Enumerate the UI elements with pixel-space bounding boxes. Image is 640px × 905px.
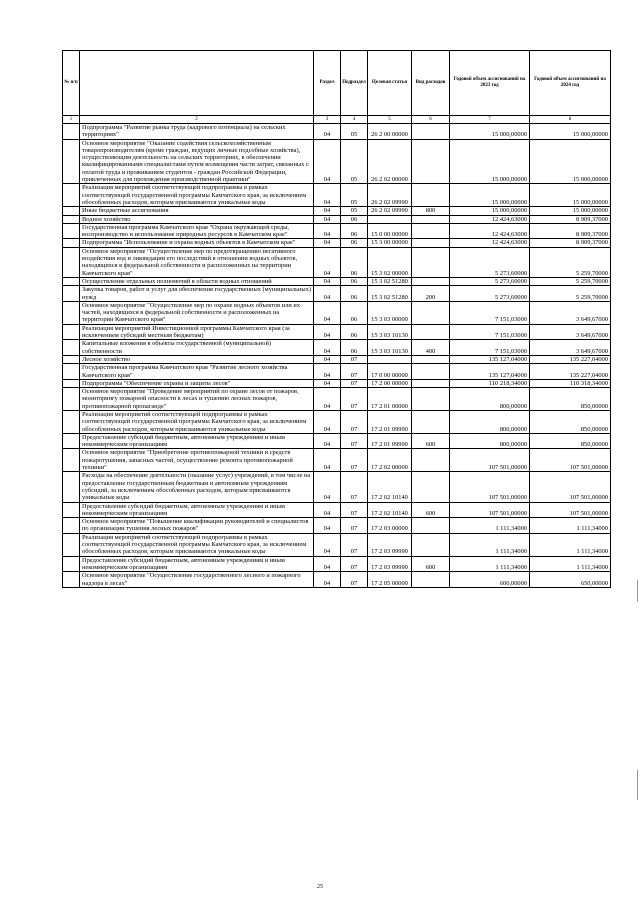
row-razdel-cell: 04 [314, 472, 341, 502]
row-2023-cell: 800,00000 [450, 433, 530, 449]
row-2023-cell: 110 218,34000 [450, 379, 530, 387]
row-2023-cell: 15 000,00000 [450, 207, 530, 215]
scan-edge-mark [637, 770, 638, 800]
table-row [63, 502, 611, 518]
row-celevaya-cell: 26 2 02 09990 [368, 184, 412, 207]
row-2024-cell: 5 259,70000 [530, 277, 611, 285]
row-celevaya-cell: 17 2 05 00000 [368, 572, 412, 588]
row-podrazdel-cell: 07 [341, 533, 368, 556]
row-podrazdel-cell: 06 [341, 223, 368, 239]
row-2023-cell: 12 424,63000 [450, 215, 530, 223]
row-vid-cell [412, 215, 450, 223]
row-name-cell: Закупка товаров, работ и услуг для обеспечения государственных (муниципальных) нужд [80, 286, 314, 302]
table-row [63, 556, 611, 572]
row-celevaya-cell [368, 215, 412, 223]
row-podrazdel-cell: 07 [341, 355, 368, 363]
header-2023: Годовой объем ассигнований на 2023 год [450, 51, 530, 116]
row-2024-cell: 15 000,00000 [530, 207, 611, 215]
row-2024-cell: 1 111,34000 [530, 518, 611, 534]
row-razdel-cell: 04 [314, 223, 341, 239]
row-razdel-cell: 04 [314, 502, 341, 518]
row-celevaya-cell: 17 2 01 09990 [368, 433, 412, 449]
row-name-cell: Предоставление субсидий бюджетным, автономным учреждениям и иным некоммерческим организациям [80, 433, 314, 449]
row-celevaya-cell: 15 0 00 00000 [368, 223, 412, 239]
row-num-cell [63, 533, 80, 556]
row-razdel-cell: 04 [314, 518, 341, 534]
row-celevaya-cell: 17 2 03 00000 [368, 518, 412, 534]
row-vid-cell [412, 223, 450, 239]
row-celevaya-cell: 15 3 02 51280 [368, 286, 412, 302]
row-podrazdel-cell: 07 [341, 572, 368, 588]
row-2023-cell: 7 151,03000 [450, 324, 530, 340]
table-row [63, 239, 611, 247]
row-2024-cell: 8 909,37000 [530, 223, 611, 239]
row-vid-cell [412, 239, 450, 247]
row-podrazdel-cell: 07 [341, 449, 368, 472]
column-index-cell: 8 [530, 116, 611, 124]
row-podrazdel-cell: 05 [341, 139, 368, 184]
row-celevaya-cell: 17 0 00 00000 [368, 364, 412, 380]
row-podrazdel-cell: 07 [341, 502, 368, 518]
header-vid: Вид расходов [412, 51, 450, 116]
row-razdel-cell: 04 [314, 139, 341, 184]
row-razdel-cell: 04 [314, 379, 341, 387]
row-vid-cell [412, 355, 450, 363]
row-2023-cell: 800,00000 [450, 410, 530, 433]
row-2024-cell: 107 501,00000 [530, 472, 611, 502]
row-num-cell [63, 139, 80, 184]
table-row [63, 223, 611, 239]
row-vid-cell [412, 364, 450, 380]
row-2023-cell: 5 273,60000 [450, 247, 530, 277]
row-vid-cell [412, 449, 450, 472]
table-row [63, 433, 611, 449]
row-num-cell [63, 277, 80, 285]
row-podrazdel-cell: 06 [341, 286, 368, 302]
row-2024-cell: 110 318,34000 [530, 379, 611, 387]
row-name-cell: Основное мероприятие "Оказание содействия сельскохозяйственным товаропроизводителям (кроме граждан, ведущих личные подсобные хозяйства), осуществляющим деятельность на сельских территориях, в обеспечении квалифицированными специалистами путем возмещения части затрат, связанных с оплатой труда и проживанием студентов - граждан Российской Федерации, привлеченных для прохождения производственной практики" [80, 139, 314, 184]
row-razdel-cell: 04 [314, 410, 341, 433]
row-podrazdel-cell: 06 [341, 215, 368, 223]
row-num-cell [63, 433, 80, 449]
row-name-cell: Государственная программа Камчатского края "Развитие лесного хозяйства Камчатского края" [80, 364, 314, 380]
row-razdel-cell: 04 [314, 215, 341, 223]
row-num-cell [63, 388, 80, 411]
table-row [63, 277, 611, 285]
row-2024-cell: 1 111,34000 [530, 556, 611, 572]
row-celevaya-cell: 15 3 02 51280 [368, 277, 412, 285]
table-row [63, 572, 611, 588]
row-2023-cell: 7 151,03000 [450, 340, 530, 356]
row-name-cell: Основное мероприятие "Проведение мероприятий по охране лесов от пожаров, мониторингу пожарной опасности в лесах и тушению лесных пожаров, противопожарной пропаганде" [80, 388, 314, 411]
row-podrazdel-cell: 07 [341, 472, 368, 502]
row-vid-cell [412, 184, 450, 207]
row-2023-cell: 1 111,34000 [450, 533, 530, 556]
row-2024-cell: 107 501,00000 [530, 449, 611, 472]
row-2023-cell: 7 151,03000 [450, 301, 530, 324]
scan-edge-mark [637, 580, 638, 602]
table-row [63, 324, 611, 340]
row-razdel-cell: 04 [314, 388, 341, 411]
row-num-cell [63, 286, 80, 302]
row-celevaya-cell: 26 2 00 00000 [368, 124, 412, 140]
row-celevaya-cell: 15 3 03 10130 [368, 340, 412, 356]
row-razdel-cell: 04 [314, 364, 341, 380]
page-number: 25 [317, 884, 323, 890]
column-index-cell: 5 [368, 116, 412, 124]
row-celevaya-cell: 17 2 01 09990 [368, 410, 412, 433]
table-row [63, 379, 611, 387]
row-celevaya-cell: 17 2 01 00000 [368, 388, 412, 411]
row-vid-cell [412, 379, 450, 387]
column-index-cell: 2 [80, 116, 314, 124]
row-2023-cell: 107 501,00000 [450, 449, 530, 472]
header-row [63, 51, 611, 116]
row-vid-cell [412, 277, 450, 285]
budget-table [62, 50, 611, 588]
row-2024-cell: 3 649,67000 [530, 324, 611, 340]
row-podrazdel-cell: 05 [341, 184, 368, 207]
row-vid-cell: 800 [412, 207, 450, 215]
row-2024-cell: 5 259,70000 [530, 286, 611, 302]
row-2024-cell: 5 259,70000 [530, 247, 611, 277]
table-row [63, 355, 611, 363]
row-num-cell [63, 223, 80, 239]
row-num-cell [63, 410, 80, 433]
row-podrazdel-cell: 07 [341, 364, 368, 380]
row-razdel-cell: 04 [314, 239, 341, 247]
row-name-cell: Подпрограмма "Обеспечение охраны и защиты лесов" [80, 379, 314, 387]
row-razdel-cell: 04 [314, 355, 341, 363]
row-vid-cell [412, 301, 450, 324]
row-2024-cell: 107 501,00000 [530, 502, 611, 518]
row-num-cell [63, 518, 80, 534]
row-podrazdel-cell: 07 [341, 379, 368, 387]
row-2024-cell: 850,00000 [530, 410, 611, 433]
row-num-cell [63, 247, 80, 277]
row-razdel-cell: 04 [314, 277, 341, 285]
row-vid-cell: 600 [412, 433, 450, 449]
row-2023-cell: 15 000,00000 [450, 124, 530, 140]
row-name-cell: Водное хозяйство [80, 215, 314, 223]
table-row [63, 301, 611, 324]
row-celevaya-cell [368, 355, 412, 363]
table-row [63, 472, 611, 502]
row-celevaya-cell: 17 2 02 10140 [368, 472, 412, 502]
row-num-cell [63, 379, 80, 387]
row-num-cell [63, 355, 80, 363]
row-podrazdel-cell: 06 [341, 324, 368, 340]
row-2024-cell: 3 649,67000 [530, 301, 611, 324]
row-name-cell: Капитальные вложения в объекты государственной (муниципальной) собственности [80, 340, 314, 356]
row-num-cell [63, 364, 80, 380]
row-celevaya-cell: 17 2 03 09990 [368, 533, 412, 556]
table-row [63, 184, 611, 207]
row-2023-cell: 1 111,34000 [450, 518, 530, 534]
row-num-cell [63, 340, 80, 356]
row-razdel-cell: 04 [314, 449, 341, 472]
row-name-cell: Подпрограмма "Развитие рынка труда (кадрового потенциала) на сельских территориях" [80, 124, 314, 140]
row-vid-cell [412, 533, 450, 556]
row-razdel-cell: 04 [314, 572, 341, 588]
row-celevaya-cell: 15 3 00 00000 [368, 239, 412, 247]
row-razdel-cell: 04 [314, 124, 341, 140]
row-name-cell: Реализация мероприятий соответствующей подпрограммы в рамках соответствующей государственной программы Камчатского края, за исключением обособленных расходов, которым присваиваются уникальные коды [80, 184, 314, 207]
row-name-cell: Основное мероприятие "Приобретение противопожарной техники и средств пожаротушения, запасных частей, осуществление ремонта противопожарной техники" [80, 449, 314, 472]
table-row [63, 518, 611, 534]
header-celevaya: Целевая статья [368, 51, 412, 116]
row-num-cell [63, 215, 80, 223]
table-row [63, 533, 611, 556]
table-row [63, 215, 611, 223]
row-razdel-cell: 04 [314, 247, 341, 277]
row-razdel-cell: 04 [314, 556, 341, 572]
column-index-row [63, 116, 611, 124]
table-row [63, 139, 611, 184]
row-razdel-cell: 04 [314, 340, 341, 356]
row-celevaya-cell: 17 2 03 09990 [368, 556, 412, 572]
budget-table-sheet [62, 50, 610, 588]
row-razdel-cell: 04 [314, 207, 341, 215]
row-2023-cell: 1 111,34000 [450, 556, 530, 572]
row-name-cell: Предоставление субсидий бюджетным, автономным учреждениям и иным некоммерческим организациям [80, 502, 314, 518]
row-name-cell: Подпрограмма "Использование и охрана водных объектов в Камчатском крае" [80, 239, 314, 247]
row-name-cell: Реализация мероприятий Инвестиционной программы Камчатского края (за исключением субсидий местным бюджетам) [80, 324, 314, 340]
row-celevaya-cell: 17 2 00 00000 [368, 379, 412, 387]
row-razdel-cell: 04 [314, 286, 341, 302]
row-podrazdel-cell: 07 [341, 433, 368, 449]
row-2023-cell: 107 501,00000 [450, 472, 530, 502]
row-num-cell [63, 556, 80, 572]
row-vid-cell: 600 [412, 556, 450, 572]
row-2023-cell: 107 501,00000 [450, 502, 530, 518]
row-2024-cell: 3 649,67000 [530, 340, 611, 356]
row-2024-cell: 1 111,34000 [530, 533, 611, 556]
table-row [63, 286, 611, 302]
row-razdel-cell: 04 [314, 301, 341, 324]
row-2023-cell: 15 000,00000 [450, 184, 530, 207]
row-2023-cell: 135 127,04000 [450, 364, 530, 380]
row-num-cell [63, 324, 80, 340]
column-index-cell: 3 [314, 116, 341, 124]
row-podrazdel-cell: 06 [341, 301, 368, 324]
row-name-cell: Осуществление отдельных полномочий в области водных отношений [80, 277, 314, 285]
row-vid-cell: 600 [412, 502, 450, 518]
row-num-cell [63, 301, 80, 324]
row-vid-cell [412, 518, 450, 534]
row-2024-cell: 8 909,37000 [530, 239, 611, 247]
row-name-cell: Реализация мероприятий соответствующей подпрограммы в рамках соответствующей государственной программы Камчатского края, за исключением обособленных расходов, которым присваиваются уникальные коды [80, 410, 314, 433]
row-razdel-cell: 04 [314, 324, 341, 340]
row-podrazdel-cell: 07 [341, 518, 368, 534]
row-num-cell [63, 472, 80, 502]
row-2024-cell: 8 909,37000 [530, 215, 611, 223]
table-row [63, 124, 611, 140]
row-num-cell [63, 572, 80, 588]
row-2024-cell: 15 000,00000 [530, 184, 611, 207]
row-2023-cell: 135 127,04000 [450, 355, 530, 363]
row-name-cell: Основное мероприятие "Осуществление государственного лесного и пожарного надзора в лесах" [80, 572, 314, 588]
row-razdel-cell: 04 [314, 433, 341, 449]
row-2023-cell: 800,00000 [450, 388, 530, 411]
row-celevaya-cell: 17 2 02 00000 [368, 449, 412, 472]
row-podrazdel-cell: 05 [341, 124, 368, 140]
row-num-cell [63, 502, 80, 518]
column-index-cell: 7 [450, 116, 530, 124]
row-2024-cell: 850,00000 [530, 388, 611, 411]
row-2023-cell: 15 000,00000 [450, 139, 530, 184]
row-podrazdel-cell: 06 [341, 340, 368, 356]
row-name-cell: Расходы на обеспечение деятельности (оказание услуг) учреждений, в том числе на предоставление государственным бюджетным и автономным учреждениям субсидий, за исключением обособленных расходов, которым присваиваются уникальные коды [80, 472, 314, 502]
table-row [63, 247, 611, 277]
row-num-cell [63, 184, 80, 207]
table-row [63, 449, 611, 472]
row-2024-cell: 850,00000 [530, 433, 611, 449]
row-vid-cell [412, 247, 450, 277]
row-razdel-cell: 04 [314, 184, 341, 207]
row-celevaya-cell: 26 2 02 09990 [368, 207, 412, 215]
row-name-cell: Государственная программа Камчатского края "Охрана окружающей среды, воспроизводство и использование природных ресурсов в Камчатском крае" [80, 223, 314, 239]
row-name-cell: Реализация мероприятий соответствующей подпрограммы в рамках соответствующей государственной программы Камчатского края, за исключением обособленных расходов, которым присваиваются уникальные коды [80, 533, 314, 556]
row-vid-cell: 200 [412, 286, 450, 302]
table-row [63, 364, 611, 380]
table-row [63, 388, 611, 411]
row-celevaya-cell: 15 3 02 00000 [368, 247, 412, 277]
row-2023-cell: 5 273,60000 [450, 286, 530, 302]
header-2024: Годовой объем ассигнований на 2024 год [530, 51, 611, 116]
row-podrazdel-cell: 07 [341, 556, 368, 572]
row-vid-cell [412, 388, 450, 411]
row-razdel-cell: 04 [314, 533, 341, 556]
table-row [63, 410, 611, 433]
row-podrazdel-cell: 06 [341, 247, 368, 277]
column-index-cell: 1 [63, 116, 80, 124]
row-2023-cell: 12 424,63000 [450, 239, 530, 247]
row-name-cell: Основное мероприятие "Осуществление мер по охране водных объектов или их частей, находящихся в федеральной собственности и расположенных на территории Камчатского края" [80, 301, 314, 324]
row-name-cell: Иные бюджетные ассигнования [80, 207, 314, 215]
row-num-cell [63, 124, 80, 140]
row-2023-cell: 600,00000 [450, 572, 530, 588]
row-2024-cell: 15 000,00000 [530, 124, 611, 140]
header-razdel: Раздел [314, 51, 341, 116]
header-num: № п/п [63, 51, 80, 116]
header-name [80, 51, 314, 116]
row-vid-cell: 400 [412, 340, 450, 356]
column-index-cell: 4 [341, 116, 368, 124]
row-num-cell [63, 449, 80, 472]
column-index-cell: 6 [412, 116, 450, 124]
table-body [63, 124, 611, 588]
row-num-cell [63, 239, 80, 247]
row-2024-cell: 15 000,00000 [530, 139, 611, 184]
row-celevaya-cell: 15 3 03 10130 [368, 324, 412, 340]
row-podrazdel-cell: 07 [341, 410, 368, 433]
row-vid-cell [412, 139, 450, 184]
row-2023-cell: 12 424,63000 [450, 223, 530, 239]
row-podrazdel-cell: 06 [341, 277, 368, 285]
row-podrazdel-cell: 05 [341, 207, 368, 215]
row-podrazdel-cell: 06 [341, 239, 368, 247]
row-name-cell: Лесное хозяйство [80, 355, 314, 363]
row-vid-cell [412, 472, 450, 502]
row-vid-cell [412, 324, 450, 340]
row-celevaya-cell: 15 3 03 00000 [368, 301, 412, 324]
table-row [63, 207, 611, 215]
row-name-cell: Предоставление субсидий бюджетным, автономным учреждениям и иным некоммерческим организациям [80, 556, 314, 572]
row-podrazdel-cell: 07 [341, 388, 368, 411]
row-2023-cell: 5 273,60000 [450, 277, 530, 285]
row-2024-cell: 135 227,04000 [530, 355, 611, 363]
row-celevaya-cell: 26 2 02 00000 [368, 139, 412, 184]
row-celevaya-cell: 17 2 02 10140 [368, 502, 412, 518]
row-vid-cell [412, 410, 450, 433]
row-name-cell: Основное мероприятие "Осуществление мер по предотвращению негативного воздействия вод и ликвидации его последствий в отношении водных объектов, находящихся в федеральной собственности и расположенных на территории Камчатского края" [80, 247, 314, 277]
row-name-cell: Основное мероприятие "Повышение квалификации руководителей и специалистов по организации тушения лесных пожаров" [80, 518, 314, 534]
header-podrazdel: Подраздел [341, 51, 368, 116]
row-vid-cell [412, 572, 450, 588]
row-2024-cell: 650,00000 [530, 572, 611, 588]
table-row [63, 340, 611, 356]
row-num-cell [63, 207, 80, 215]
row-2024-cell: 135 227,04000 [530, 364, 611, 380]
row-vid-cell [412, 124, 450, 140]
